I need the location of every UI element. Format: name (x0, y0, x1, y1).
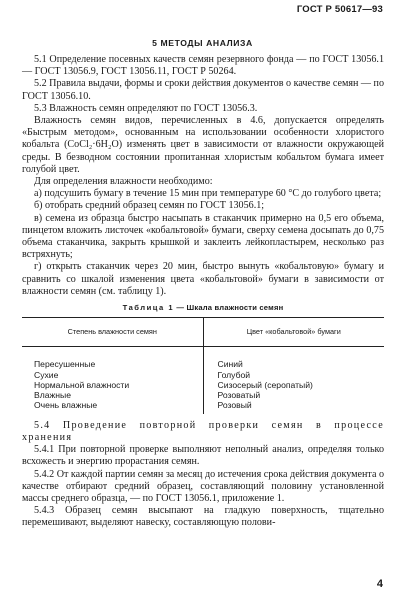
table-cell-color: Синий (217, 359, 243, 370)
table-row (22, 380, 384, 390)
page-number: 4 (376, 578, 383, 590)
table-cell-color: Розоватый (217, 390, 261, 401)
table-header-degree: Степень влажности семян (22, 318, 203, 347)
step-d: г) открыть стаканчик через 20 мин, быстро вынуть «кобальтовую» бумагу и сравнить со шкалой изменения цвета «кобальтовой» бумаги в зависимости от влажности семян (см. таблицу 1). (22, 261, 384, 297)
paragraph-5-4-3: 5.4.3 Образец семян высыпают на гладкую поверхность, тщательно перемешивают, выделяют навеску, составляющую полови- (22, 505, 384, 529)
table-row (22, 390, 384, 400)
table-header-row (22, 318, 384, 347)
step-b: б) отобрать средний образец семян по ГОСТ 13056.1; (34, 200, 265, 212)
table-row (22, 370, 384, 380)
paragraph-5-1: 5.1 Определение посевных качеств семян резервного фонда — по ГОСТ 13056.1— ГОСТ 13056.9, ГОСТ 13056.11, ГОСТ Р 50264. (22, 54, 384, 78)
table-cell-degree: Пересушенные (22, 347, 203, 370)
table-row (22, 347, 384, 370)
table-caption-label: Таблица 1 (122, 303, 175, 313)
table-cell-color: Сизосерый (серопатый) (217, 379, 313, 390)
paragraph-5-2: 5.2 Правила выдачи, формы и сроки действия документов о качестве семян — по ГОСТ 13056.10. (22, 78, 384, 102)
table-cell-degree: Сухие (22, 370, 203, 380)
table-cell-degree: Очень влажные (22, 400, 203, 413)
step-c: в) семена из образца быстро насыпать в стаканчик примерно на 0,5 его объема, пинцетом вложить листочек «кобальтовой» бумаги, сверху семена досыпать до 0,75 объема стаканчика, закрыть крышкой и заклеить лейкопластырем, несколько раз встряхнуть; (22, 212, 384, 261)
document-body (22, 54, 384, 530)
table-header-color: Цвет «кобальтовой» бумаги (203, 318, 384, 347)
paragraph-5-4-1: 5.4.1 При повторной проверке выполняют неполный анализ, определяя только всхожесть и энергию прорастания семян. (22, 444, 384, 468)
paragraph-5-4-2: 5.4.2 От каждой партии семян за месяц до истечения срока действия документа о качестве отбирают средний образец, составляющий половину установленной массы среднего образца, — по ГОСТ 13056.1, приложение 1. (22, 468, 385, 504)
table-cell-color: Розовый (217, 400, 252, 411)
table-caption-text: — Шкала влажности семян (174, 303, 284, 313)
document-code-header: ГОСТ Р 50617—93 (296, 4, 383, 15)
table-cell-degree: Нормальной влажности (22, 380, 203, 390)
paragraph-moisture-method: Влажность семян видов, перечисленных в 4.6, допускается определять «Быстрым методом», основанным на использовании особенности хлористого кобальта (CoCl₂·6H₂O) изменять цвет в зависимости от влажности окружающей среды. В безводном состоянии пропитанная хлористым кобальтом бумага имеет голубой цвет. (22, 115, 384, 175)
moisture-scale-table (22, 317, 384, 413)
table-caption (22, 302, 384, 314)
table-cell-color: Голубой (217, 369, 251, 380)
table-cell-degree: Влажные (22, 390, 203, 400)
paragraph-5-3: 5.3 Влажность семян определяют по ГОСТ 13056.3. (34, 102, 258, 114)
paragraph-procedure-intro: Для определения влажности необходимо: (34, 176, 213, 188)
section-5-4-heading: 5.4 Проведение повторной проверки семян в процессе хранения (22, 419, 384, 443)
table-row (22, 400, 384, 413)
step-a: а) подсушить бумагу в течение 15 мин при температуре 60 °С до голубого цвета; (34, 188, 382, 200)
section-title: 5 МЕТОДЫ АНАЛИЗА (152, 38, 253, 48)
